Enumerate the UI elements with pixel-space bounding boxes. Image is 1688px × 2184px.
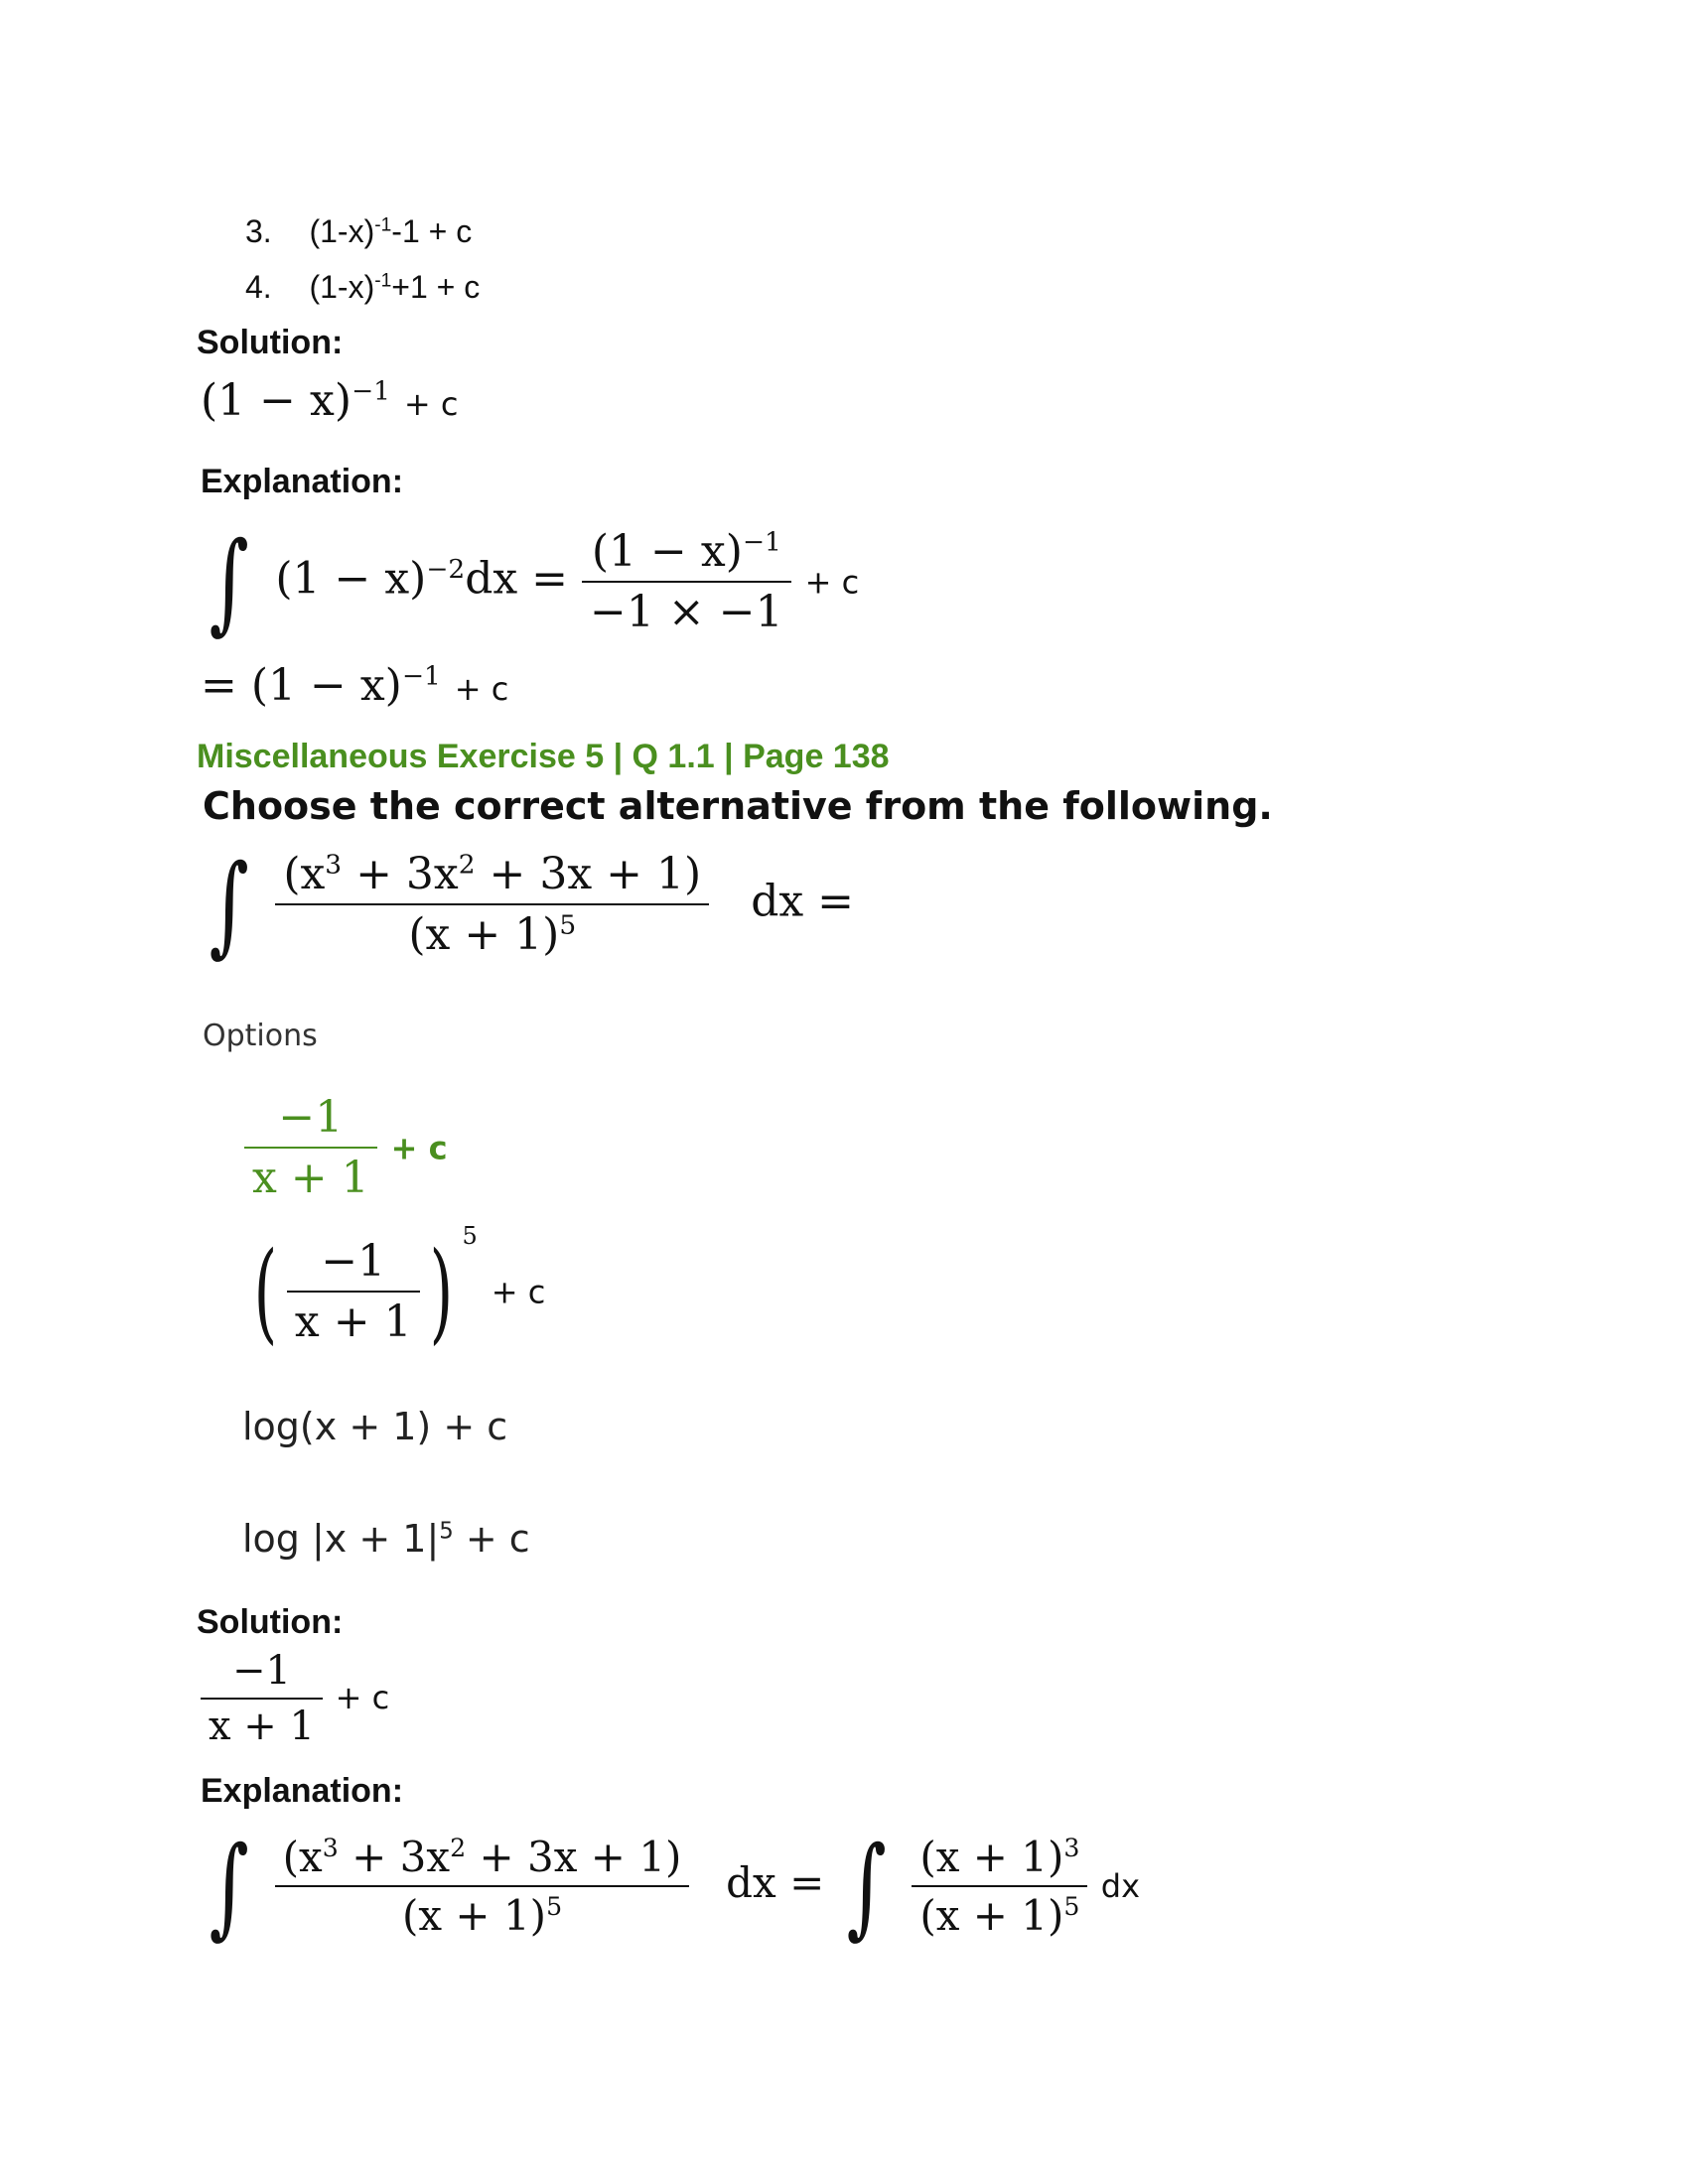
prev-solution-expression [201,375,458,426]
prev-explanation-line2-tail: + c [454,670,509,708]
prev-solution-exp: −1 [351,375,390,407]
prev-option-4-tail: +1 + c [391,269,481,305]
prev-explanation-line2 [201,660,508,711]
question-prompt: Choose the correct alternative from the following. [203,784,1273,828]
option-1-den: x + 1 [244,1147,377,1203]
prev-solution-base: (1 − x) [201,375,352,426]
explanation-den: (x + 1) [402,1891,547,1940]
explanation-num2: (x + 1) [919,1833,1064,1881]
explanation-num-b: + 3x [338,1833,451,1881]
prev-option-3-number: 3. [245,213,272,249]
prev-option-3-base: (1-x) [309,213,375,249]
prev-option-4-number: 4. [245,269,272,305]
prev-option-3-exp: -1 [374,214,392,236]
explanation-num-a-exp: 3 [322,1834,339,1862]
prev-explanation-num: (1 − x) [591,526,743,577]
question-num-b: + 3x [342,849,459,899]
prev-option-3 [245,213,472,250]
question-num-c: + 3x + 1) [475,849,702,899]
prev-explanation-line2-base: = (1 − x) [201,660,402,711]
explanation-fraction-2 [912,1833,1087,1940]
right-paren: ) [429,1228,453,1355]
solution-num: −1 [231,1648,291,1694]
question-num-b-exp: 2 [458,849,476,881]
prev-explanation-den: −1 × −1 [582,581,791,637]
question-tail: dx = [751,876,855,927]
explanation-expression [201,1823,1141,1950]
option-1[interactable] [244,1092,448,1203]
prev-explanation-line2-exp: −1 [401,660,441,692]
question-integral [201,841,855,968]
option-2-num: −1 [321,1236,386,1287]
question-den-exp: 5 [559,909,577,941]
question-num-a: (x [283,849,326,899]
prev-explanation-dx: dx = [465,553,569,605]
option-4[interactable] [242,1517,530,1561]
options-label: Options [203,1019,318,1053]
solution-fraction [201,1648,323,1749]
explanation-den2-exp: 5 [1063,1892,1080,1921]
prev-solution-label: Solution: [197,324,344,361]
option-2-den: x + 1 [287,1291,420,1347]
left-paren: ( [253,1228,278,1355]
prev-explanation-integrand: (1 − x) [275,553,427,605]
integral-sign: ∫ [209,1823,249,1950]
explanation-den-exp: 5 [546,1892,563,1921]
integral-sign: ∫ [209,518,249,645]
explanation-mid: dx = [726,1858,825,1907]
question-den: (x + 1) [408,909,560,960]
explanation-tail: dx [1100,1867,1141,1905]
option-2[interactable] [244,1221,546,1355]
explanation-num2-exp: 3 [1063,1834,1080,1862]
option-1-num: −1 [278,1092,344,1143]
explanation-label: Explanation: [201,1772,404,1810]
option-3[interactable]: log(x + 1) + c [242,1405,508,1448]
integral-sign: ∫ [209,841,249,968]
explanation-num-c: + 3x + 1) [466,1833,682,1881]
question-fraction [275,849,709,960]
prev-option-4-exp: -1 [374,270,392,292]
integral-sign: ∫ [846,1823,887,1950]
prev-explanation-tail: + c [804,563,860,602]
prev-explanation-integrand-exp: −2 [426,553,466,585]
option-1-fraction [244,1092,377,1203]
solution-label: Solution: [197,1603,344,1641]
question-reference: Miscellaneous Exercise 5 | Q 1.1 | Page 138 [197,738,890,775]
option-4-base: log |x + 1| [242,1517,440,1561]
prev-option-4-base: (1-x) [309,269,375,305]
option-2-tail: + c [491,1273,546,1311]
explanation-num-a: (x [282,1833,323,1881]
prev-option-3-tail: -1 + c [391,213,473,249]
explanation-num-b-exp: 2 [450,1834,467,1862]
solution-tail: + c [335,1679,390,1716]
prev-explanation-num-exp: −1 [742,526,781,558]
option-4-exp: 5 [439,1518,454,1545]
option-1-tail: + c [390,1129,448,1167]
option-2-fraction [287,1236,420,1347]
prev-explanation-label: Explanation: [201,463,404,500]
prev-option-4 [245,269,480,306]
option-4-tail: + c [465,1517,530,1561]
explanation-fraction-1 [275,1833,690,1940]
option-2-exp: 5 [462,1221,478,1250]
prev-explanation-line1 [201,518,860,645]
solution-expression [201,1648,389,1749]
question-num-a-exp: 3 [325,849,343,881]
prev-solution-tail: + c [403,385,459,423]
prev-explanation-fraction [582,526,791,637]
solution-den: x + 1 [201,1698,323,1749]
explanation-den2: (x + 1) [919,1891,1064,1940]
